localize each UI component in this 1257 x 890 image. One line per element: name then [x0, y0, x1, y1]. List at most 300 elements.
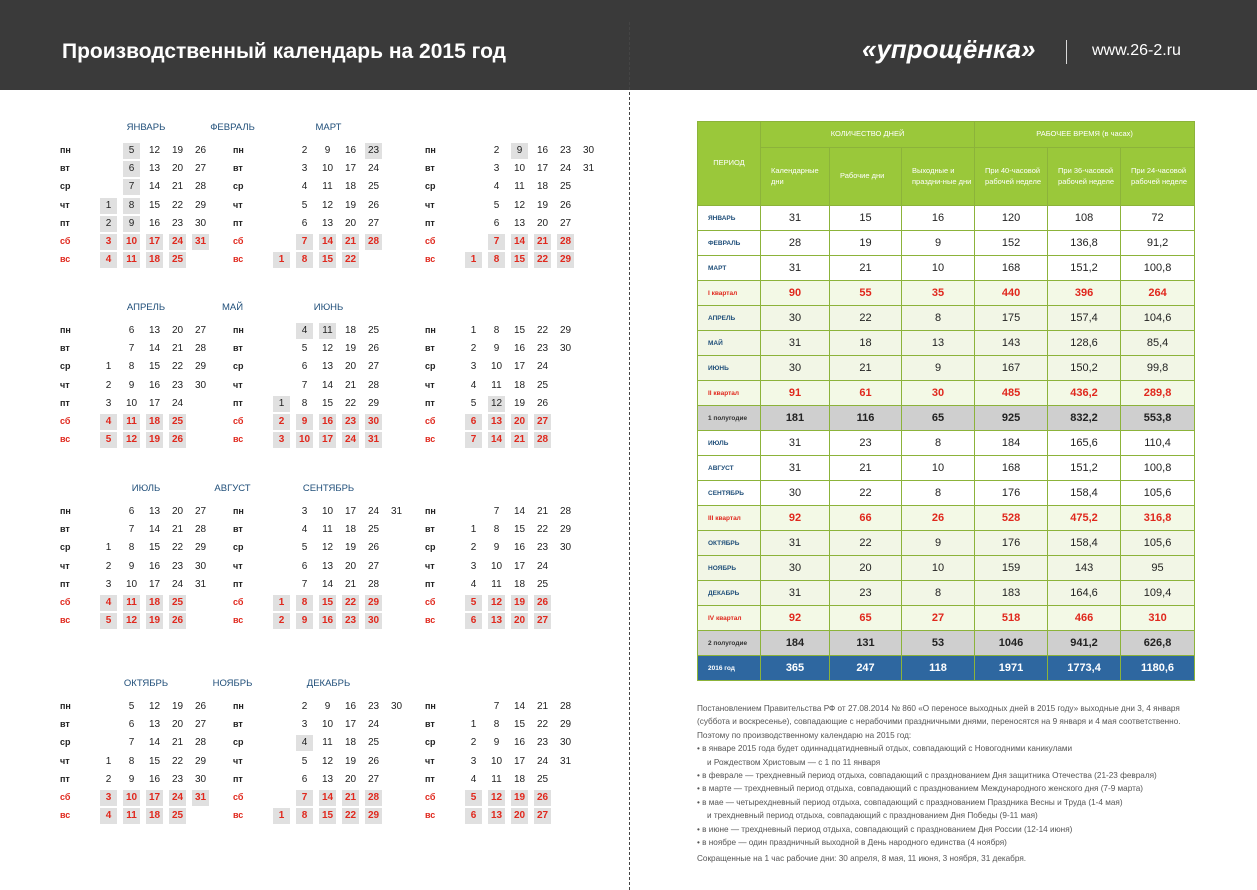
weekday-label: чт [425, 755, 435, 766]
note-item: • в марте — трехдневный период отдыха, совпадающий с празднованием Международного женского дня (7-9 марта) [697, 784, 1144, 794]
weekday-label: сб [425, 416, 436, 426]
row-period-label: ФЕВРАЛЬ [698, 231, 761, 256]
calendar-day: 18 [146, 595, 163, 611]
table-cell: 28 [761, 231, 830, 256]
month-title: НОЯБРЬ [212, 678, 253, 689]
calendar-day: 15 [513, 524, 526, 536]
table-cell: 92 [761, 606, 830, 631]
weekday-label: ср [425, 361, 436, 372]
calendar-day: 24 [367, 506, 380, 517]
weekday-label: чт [60, 560, 70, 571]
calendar-day: 3 [493, 163, 500, 175]
calendar-day: 5 [301, 542, 308, 554]
calendar-day: 31 [365, 432, 382, 448]
calendar-day: 24 [171, 578, 184, 590]
weekday-label: чт [233, 755, 243, 766]
table-cell: 518 [975, 606, 1048, 631]
table-cell: 10 [902, 256, 975, 281]
note-item: и трехдневный период отдыха, совпадающий с празднованием Дня Победы (9-11 мая) [707, 811, 1038, 821]
calendar-day: 20 [511, 613, 528, 629]
calendar-day: 30 [390, 701, 403, 712]
table-cell: 941,2 [1048, 631, 1121, 656]
page-title: Производственный календарь на 2015 год [62, 40, 506, 63]
calendar-day: 21 [534, 234, 551, 250]
calendar-day: 4 [100, 252, 117, 268]
calendar-day: 12 [123, 432, 140, 448]
calendar-day: 5 [301, 755, 308, 767]
calendar-day: 23 [171, 773, 184, 785]
calendar-day: 16 [513, 737, 526, 749]
weekday-label: сб [233, 236, 244, 246]
weekday-label: пт [425, 397, 435, 408]
weekday-label: сб [425, 792, 436, 802]
table-cell: 18 [830, 331, 902, 356]
calendar-day: 8 [493, 325, 500, 336]
calendar-day: 13 [321, 217, 334, 229]
weekday-label: ср [425, 181, 436, 192]
calendar-day: 8 [128, 542, 135, 554]
calendar-day: 8 [296, 595, 313, 611]
weekday-label: пт [425, 578, 435, 589]
calendar-day: 27 [194, 506, 207, 517]
calendar-day: 24 [536, 560, 549, 572]
calendar-day: 19 [513, 397, 526, 409]
fold-line [629, 22, 630, 890]
calendar-day: 4 [301, 181, 308, 193]
calendar-day: 29 [559, 524, 572, 536]
calendar-day: 20 [344, 361, 357, 373]
weekday-label: пт [425, 773, 435, 784]
table-row [698, 356, 1195, 381]
calendar-day: 15 [319, 808, 336, 824]
calendar-day: 20 [171, 506, 184, 517]
table-cell: 128,6 [1048, 331, 1121, 356]
calendar-day: 23 [171, 217, 184, 229]
table-cell: 151,2 [1048, 456, 1121, 481]
calendar-day: 21 [171, 524, 184, 536]
calendar-day: 1 [273, 396, 290, 412]
calendar-day: 29 [365, 595, 382, 611]
notes-block [697, 702, 1207, 866]
table-cell: 150,2 [1048, 356, 1121, 381]
calendar-day: 4 [100, 414, 117, 430]
table-cell: 55 [830, 281, 902, 306]
weekday-label: вс [233, 254, 244, 265]
table-cell: 157,4 [1048, 306, 1121, 331]
weekday-label: сб [60, 597, 71, 607]
calendar-day: 15 [148, 199, 161, 211]
calendar-day: 20 [344, 773, 357, 785]
table-cell: 184 [975, 431, 1048, 456]
weekday-label: чт [60, 379, 70, 390]
table-cell: 53 [902, 631, 975, 656]
calendar-day: 10 [490, 755, 503, 767]
calendar-day: 3 [105, 578, 112, 590]
calendar-day: 6 [301, 217, 308, 229]
calendar-day: 23 [559, 145, 572, 156]
table-cell: 475,2 [1048, 506, 1121, 531]
calendar-day: 19 [344, 199, 357, 211]
table-cell: 31 [761, 256, 830, 281]
calendar-day: 10 [123, 790, 140, 806]
table-cell: 91 [761, 381, 830, 406]
weekday-label: пт [425, 217, 435, 228]
calendar-day: 28 [365, 234, 382, 250]
calendar-day: 19 [344, 343, 357, 355]
calendar-day: 2 [493, 145, 500, 156]
calendar-day: 26 [559, 199, 572, 211]
calendar-day: 20 [171, 325, 184, 336]
calendar-day: 8 [128, 755, 135, 767]
calendar-day: 25 [367, 737, 380, 749]
table-cell: 110,4 [1121, 431, 1195, 456]
row-period-label: ОКТЯБРЬ [698, 531, 761, 556]
calendar-day: 10 [125, 397, 138, 409]
calendar-day: 27 [534, 808, 551, 824]
calendar-day: 11 [123, 252, 140, 268]
weekday-label: чт [233, 560, 243, 571]
calendar-day: 16 [148, 217, 161, 229]
calendar-day: 27 [194, 163, 207, 175]
calendar-day: 5 [100, 613, 117, 629]
calendar-day: 31 [194, 578, 207, 590]
calendar-day: 22 [171, 755, 184, 767]
table-cell: 21 [830, 356, 902, 381]
table-cell: 396 [1048, 281, 1121, 306]
weekday-label: ср [60, 361, 71, 372]
table-cell: 118 [902, 656, 975, 681]
weekday-label: пн [233, 506, 244, 516]
calendar-day: 11 [123, 414, 140, 430]
weekday-label: чт [60, 199, 70, 210]
calendar-day: 23 [342, 613, 359, 629]
calendar-day: 18 [513, 578, 526, 590]
calendar-day: 14 [148, 181, 161, 193]
month-title: ДЕКАБРЬ [306, 678, 351, 689]
calendar-day: 9 [511, 143, 528, 159]
calendar-day: 7 [296, 234, 313, 250]
calendar-day: 8 [123, 198, 140, 214]
col-days-off: Выходные и праздни-ные дни [902, 148, 975, 206]
calendar-day: 1 [470, 325, 477, 336]
weekday-label: вт [233, 343, 243, 354]
calendar-day: 27 [367, 217, 380, 229]
calendar-day: 24 [559, 163, 572, 175]
calendar-day: 17 [344, 719, 357, 731]
calendar-day: 5 [128, 701, 135, 712]
calendar-day: 1 [100, 198, 117, 214]
calendar-day: 12 [321, 199, 334, 211]
calendar-day: 26 [169, 613, 186, 629]
calendar-day: 22 [342, 808, 359, 824]
calendar-day: 6 [465, 808, 482, 824]
calendar-day: 25 [536, 578, 549, 590]
calendar-day: 14 [148, 524, 161, 536]
site-url: www.26-2.ru [1092, 42, 1181, 59]
calendar-day: 17 [536, 163, 549, 175]
note-item: • в январе 2015 года будет одиннадцатидневный отдых, совпадающий с Новогодними каникулами [697, 744, 1073, 754]
table-cell: 31 [761, 206, 830, 231]
calendar-day: 26 [534, 790, 551, 806]
calendar-day: 15 [319, 252, 336, 268]
calendar-day: 22 [534, 252, 551, 268]
table-cell: 100,8 [1121, 256, 1195, 281]
calendar-day: 5 [301, 199, 308, 211]
calendar-day: 9 [296, 414, 313, 430]
table-row [698, 331, 1195, 356]
row-period-label: II квартал [698, 381, 761, 406]
calendar-day: 12 [148, 145, 161, 156]
calendar-day: 30 [365, 414, 382, 430]
calendar-day: 12 [123, 613, 140, 629]
table-cell: 553,8 [1121, 406, 1195, 431]
calendar-day: 16 [536, 145, 549, 156]
calendar-day: 30 [559, 542, 572, 554]
weekday-label: вт [233, 719, 243, 730]
calendar-day: 12 [488, 396, 505, 412]
table-cell: 159 [975, 556, 1048, 581]
table-cell: 1971 [975, 656, 1048, 681]
calendar-day: 21 [536, 506, 549, 517]
weekday-label: пт [60, 773, 70, 784]
weekday-label: вт [425, 524, 435, 535]
table-cell: 466 [1048, 606, 1121, 631]
table-cell: 21 [830, 456, 902, 481]
table-cell: 1773,4 [1048, 656, 1121, 681]
table-cell: 105,6 [1121, 531, 1195, 556]
calendar-day: 17 [148, 397, 161, 409]
table-cell: 168 [975, 456, 1048, 481]
weekday-label: ср [233, 542, 244, 553]
weekday-label: пт [60, 397, 70, 408]
calendar-day: 14 [148, 343, 161, 355]
weekday-label: сб [233, 792, 244, 802]
calendar-day: 28 [559, 506, 572, 517]
calendar-day: 15 [148, 542, 161, 554]
calendar-day: 9 [324, 701, 331, 712]
calendar-day: 18 [146, 808, 163, 824]
calendar-day: 31 [192, 234, 209, 250]
table-cell: 184 [761, 631, 830, 656]
calendar-day: 16 [148, 560, 161, 572]
calendar-day: 10 [123, 234, 140, 250]
calendar-day: 29 [557, 252, 574, 268]
calendar-day: 29 [194, 361, 207, 373]
weekday-label: пн [425, 701, 436, 711]
month-title: МАРТ [315, 122, 342, 133]
table-row [698, 506, 1195, 531]
calendar-day: 7 [493, 506, 500, 517]
weekday-label: чт [60, 755, 70, 766]
calendar-day: 20 [511, 808, 528, 824]
calendar-day: 9 [128, 560, 135, 572]
row-period-label: ИЮНЬ [698, 356, 761, 381]
table-cell: 20 [830, 556, 902, 581]
weekday-label: чт [233, 199, 243, 210]
calendar-day: 28 [365, 790, 382, 806]
calendar-day: 11 [123, 808, 140, 824]
calendar-day: 12 [321, 542, 334, 554]
calendar-day: 12 [488, 595, 505, 611]
calendar-day: 17 [344, 506, 357, 517]
calendar-day: 18 [536, 181, 549, 193]
calendar-day: 26 [194, 145, 207, 156]
calendar-day: 9 [128, 379, 135, 391]
calendar-day: 20 [536, 217, 549, 229]
calendar-day: 11 [319, 323, 336, 339]
calendar-day: 9 [296, 613, 313, 629]
calendar-day: 31 [582, 163, 595, 175]
calendar-day: 10 [321, 163, 334, 175]
calendar-day: 25 [367, 325, 380, 336]
calendar-day: 3 [470, 560, 477, 572]
calendar-day: 27 [367, 361, 380, 373]
weekday-label: сб [60, 236, 71, 246]
calendar-day: 17 [344, 163, 357, 175]
table-cell: 436,2 [1048, 381, 1121, 406]
calendar-day: 4 [470, 773, 477, 785]
calendar-day: 28 [367, 578, 380, 590]
calendar-day: 2 [301, 701, 308, 712]
calendar-day: 16 [319, 613, 336, 629]
calendar-day: 22 [536, 325, 549, 336]
weekday-label: чт [425, 560, 435, 571]
note-item: • в феврале — трехдневный период отдыха, совпадающий с празднованием Дня защитника Отечества (21-23 февраля) [697, 771, 1157, 781]
calendar-day: 15 [513, 719, 526, 731]
calendar-day: 6 [123, 161, 140, 177]
weekday-label: сб [60, 416, 71, 426]
calendar-day: 10 [490, 560, 503, 572]
calendar-day: 10 [321, 506, 334, 517]
table-cell: 176 [975, 531, 1048, 556]
calendar-day: 1 [105, 361, 112, 373]
table-row [698, 381, 1195, 406]
calendar-day: 11 [491, 773, 502, 785]
weekday-label: ср [60, 737, 71, 748]
weekday-label: вт [425, 719, 435, 730]
table-row [698, 531, 1195, 556]
weekday-label: ср [425, 737, 436, 748]
row-period-label: III квартал [698, 506, 761, 531]
table-cell: 8 [902, 306, 975, 331]
table-row [698, 256, 1195, 281]
weekday-label: пн [425, 506, 436, 516]
calendar-day: 28 [557, 234, 574, 250]
calendar-day: 15 [148, 755, 161, 767]
table-cell: 181 [761, 406, 830, 431]
table-cell: 120 [975, 206, 1048, 231]
calendar-day: 23 [536, 542, 549, 554]
table-cell: 167 [975, 356, 1048, 381]
table-cell: 35 [902, 281, 975, 306]
calendar-day: 18 [513, 773, 526, 785]
calendar-day: 6 [301, 361, 308, 373]
calendar-day: 13 [488, 808, 505, 824]
calendar-day: 3 [100, 234, 117, 250]
weekday-label: пн [425, 325, 436, 335]
table-cell: 310 [1121, 606, 1195, 631]
calendar-day: 17 [146, 790, 163, 806]
table-cell: 22 [830, 481, 902, 506]
calendar-day: 2 [100, 216, 117, 232]
calendar-day: 16 [319, 414, 336, 430]
calendar-day: 30 [194, 560, 207, 572]
calendar-day: 24 [342, 432, 359, 448]
calendar-day: 28 [534, 432, 551, 448]
col-hours-24: При 24-часовой рабочей неделе [1121, 148, 1195, 206]
calendar-day: 18 [513, 379, 526, 391]
table-cell: 31 [761, 456, 830, 481]
calendar-day: 7 [296, 790, 313, 806]
weekday-label: пн [233, 145, 244, 155]
calendar-day: 6 [128, 719, 135, 731]
calendar-day: 21 [344, 379, 357, 391]
weekday-label: пн [60, 325, 71, 335]
calendar-day: 8 [493, 719, 500, 731]
weekday-label: вс [425, 434, 436, 445]
table-cell: 10 [902, 456, 975, 481]
table-cell: 9 [902, 531, 975, 556]
table-cell: 85,4 [1121, 331, 1195, 356]
calendar-day: 7 [128, 737, 135, 749]
calendar-day: 3 [470, 361, 477, 373]
calendar-day: 18 [344, 325, 357, 336]
calendar-day: 23 [171, 379, 184, 391]
calendar-day: 8 [296, 252, 313, 268]
weekday-label: сб [233, 597, 244, 607]
calendar-day: 17 [513, 755, 526, 767]
calendar-day: 19 [171, 701, 184, 712]
weekday-label: вс [60, 810, 71, 821]
calendar-day: 22 [171, 361, 184, 373]
table-cell: 19 [830, 231, 902, 256]
calendar-day: 22 [536, 524, 549, 536]
weekday-label: ср [233, 361, 244, 372]
calendar-day: 26 [194, 701, 207, 712]
calendar-day: 26 [367, 755, 380, 767]
calendar-day: 29 [194, 199, 207, 211]
table-cell: 365 [761, 656, 830, 681]
period-header: ПЕРИОД [698, 122, 761, 206]
calendar-day: 4 [470, 578, 477, 590]
calendar-day: 23 [365, 143, 382, 159]
note-item: • в июне — трехдневный период отдыха, совпадающий с празднованием Дня России (12-14 июня) [697, 824, 1073, 834]
calendar-day: 4 [470, 379, 477, 391]
calendar-day: 26 [367, 343, 380, 355]
calendar-day: 19 [146, 432, 163, 448]
table-cell: 136,8 [1048, 231, 1121, 256]
weekday-label: ср [233, 181, 244, 192]
row-period-label: 2016 год [698, 656, 761, 681]
table-row [698, 481, 1195, 506]
table-cell: 9 [902, 231, 975, 256]
calendar-day: 17 [319, 432, 336, 448]
weekday-label: вс [425, 810, 436, 821]
row-period-label: 1 полугодие [698, 406, 761, 431]
table-cell: 15 [830, 206, 902, 231]
table-cell: 31 [761, 531, 830, 556]
calendar-day: 25 [169, 252, 186, 268]
calendar-day: 5 [470, 397, 477, 409]
calendar-day: 14 [148, 737, 161, 749]
table-cell: 21 [830, 256, 902, 281]
weekday-label: пт [233, 217, 243, 228]
calendar-day: 4 [296, 735, 313, 751]
weekday-label: сб [233, 416, 244, 426]
calendar-day: 25 [169, 595, 186, 611]
calendar-day: 31 [192, 790, 209, 806]
table-cell: 61 [830, 381, 902, 406]
